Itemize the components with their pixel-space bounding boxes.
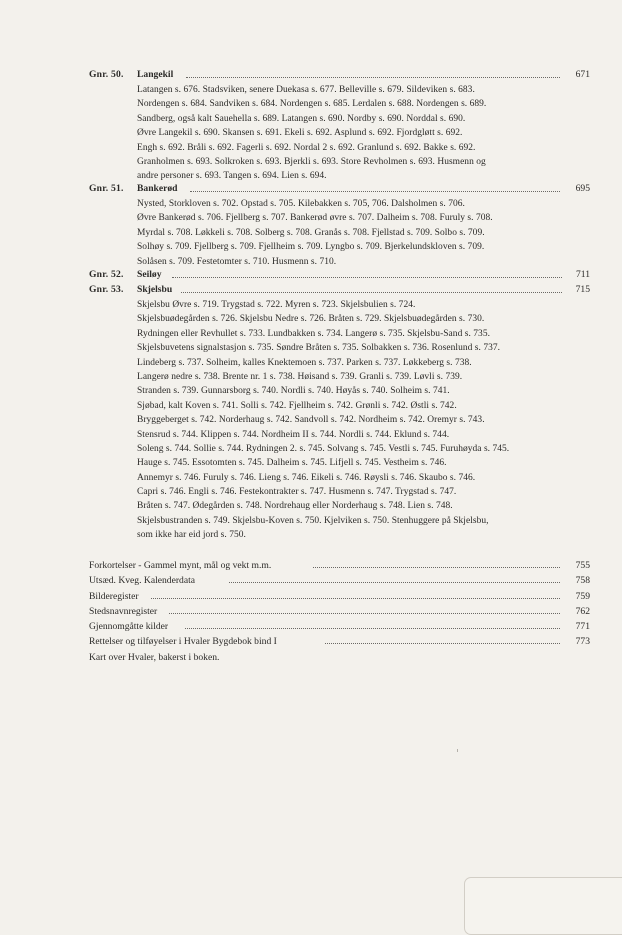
dot-leader	[190, 191, 560, 192]
subentry-line: Soleng s. 744. Sollie s. 744. Rydningen 2. s. 745. Solvang s. 745. Vestli s. 745. Furuhøyda s. 745.	[137, 443, 510, 454]
subentry-line: Annemyr s. 746. Furuly s. 746. Lieng s. 746. Eikeli s. 746. Røysli s. 746. Skaubo s. 746.	[137, 472, 476, 483]
subentry-line: Myrdal s. 708. Løkkeli s. 708. Solberg s. 708. Granås s. 708. Fjellstad s. 709. Solbo s. 709.	[137, 227, 485, 238]
page-number: 715	[575, 284, 590, 295]
subentry-line: Skjelsbuvetens signalstasjon s. 735. Søndre Bråten s. 735. Solbakken s. 736. Rosenlund s. 737.	[137, 343, 501, 354]
toc-label: Utsæd. Kveg. Kalenderdata	[89, 575, 196, 587]
toc-row	[89, 619, 590, 634]
dot-leader	[172, 277, 562, 278]
subentry-line: Bryggeberget s. 742. Norderhaug s. 742. Sandvoll s. 742. Nordheim s. 742. Oremyr s. 743.	[137, 415, 485, 426]
toc-page: 755	[575, 560, 590, 571]
subentry-line: Capri s. 746. Engli s. 746. Festekontrakter s. 747. Husmenn s. 747. Trygstad s. 747.	[137, 487, 457, 498]
subentry-line: andre personer s. 693. Tangen s. 694. Lien s. 694.	[137, 171, 327, 182]
dot-leader	[151, 598, 560, 599]
toc-row	[89, 573, 590, 588]
subentry-line: Nordengen s. 684. Sandviken s. 684. Nordengen s. 685. Lerdalen s. 688. Nordengen s. 689.	[137, 99, 487, 110]
toc-label: Stedsnavnregister	[89, 605, 158, 617]
dot-leader	[185, 628, 560, 629]
page-number: 695	[575, 183, 590, 194]
dot-leader	[181, 292, 562, 293]
gnr-number: Gnr. 53.	[89, 284, 124, 295]
subentry-line: Latangen s. 676. Stadsviken, senere Duekasa s. 677. Belleville s. 679. Sildeviken s. 683.	[137, 85, 475, 95]
toc-label: Gjennomgåtte kilder	[89, 621, 169, 633]
page-number: 671	[575, 69, 590, 80]
subentry-line: Hauge s. 745. Essotomten s. 745. Dalheim s. 745. Lifjell s. 745. Vestheim s. 746.	[137, 458, 447, 469]
subentry-line: Langerø nedre s. 738. Brente nr. 1 s. 738. Høisand s. 739. Granli s. 739. Løvli s. 739.	[137, 371, 463, 382]
subentry-line: Stranden s. 739. Gunnarsborg s. 740. Nordli s. 740. Høyås s. 740. Solheim s. 741.	[137, 386, 450, 397]
toc-label: Forkortelser - Gammel mynt, mål og vekt m.m.	[89, 560, 272, 571]
toc-page: 758	[575, 575, 590, 587]
subentry-line: Solhøy s. 709. Fjellberg s. 709. Fjellheim s. 709. Lyngbo s. 709. Bjerkelundskloven s. 709.	[137, 242, 485, 253]
gnr-heading	[0, 269, 622, 282]
print-speck	[457, 749, 458, 752]
toc-page: 759	[575, 590, 590, 602]
subentry-line: Øvre Langekil s. 690. Skansen s. 691. Ekeli s. 692. Asplund s. 692. Fjordgløtt s. 692.	[137, 128, 463, 139]
subentry-line: Sjøbad, kalt Koven s. 741. Solli s. 742. Fjellheim s. 742. Grønli s. 742. Østli s. 742.	[137, 400, 457, 411]
subentry-line: Rydningen eller Revhullet s. 733. Lundbakken s. 734. Langerø s. 735. Skjelsbu-Sand s. 735.	[137, 328, 491, 339]
farm-name: Langekil	[137, 69, 174, 80]
dot-leader	[229, 582, 560, 583]
toc-page: 762	[575, 605, 590, 617]
gnr-number: Gnr. 52.	[89, 269, 124, 280]
gnr-heading	[0, 69, 622, 82]
subentry-list	[137, 83, 577, 184]
subentry-line: Skjelsbu Øvre s. 719. Trygstad s. 722. Myren s. 723. Skjelsbulien s. 724.	[137, 300, 416, 310]
toc-row	[89, 589, 590, 604]
toc-page: 773	[575, 636, 590, 648]
subentry-line: Bråten s. 747. Ødegården s. 748. Nordrehaug eller Norderhaug s. 748. Lien s. 748.	[137, 501, 453, 512]
map-note: Kart over Hvaler, bakerst i boken.	[89, 651, 220, 663]
farm-name: Bankerød	[137, 183, 178, 194]
gnr-number: Gnr. 51.	[89, 183, 124, 194]
dot-leader	[325, 643, 560, 644]
toc-row	[89, 558, 590, 573]
subentry-line: Engh s. 692. Bråli s. 692. Fagerli s. 692. Nordal 2 s. 692. Granlund s. 692. Bakke s. 692.	[137, 142, 476, 153]
subentry-line: Lindeberg s. 737. Solheim, kalles Knektemoen s. 737. Parken s. 737. Løkkeberg s. 738.	[137, 357, 472, 368]
dot-leader	[169, 613, 560, 614]
subentry-line: Solåsen s. 709. Festetomter s. 710. Husmenn s. 710.	[137, 256, 337, 267]
scan-corner-mark	[464, 877, 622, 935]
subentry-line: som ikke har eid jord s. 750.	[137, 530, 246, 541]
subentry-line: Skjelsbuødegården s. 726. Skjelsbu Nedre s. 726. Bråten s. 729. Skjelsbuødegården s. 730.	[137, 314, 485, 325]
gnr-heading	[0, 284, 622, 297]
gnr-heading	[0, 183, 622, 196]
dot-leader	[186, 77, 560, 78]
toc-label: Rettelser og tilføyelser i Hvaler Bygdebok bind I	[89, 636, 277, 648]
subentry-line: Sandberg, også kalt Sauehella s. 689. Latangen s. 690. Nordby s. 690. Norddal s. 690.	[137, 113, 466, 124]
toc-page: 771	[575, 621, 590, 633]
subentry-line: Skjelsbustranden s. 749. Skjelsbu-Koven s. 750. Kjelviken s. 750. Stenhuggere på Skjelsbu,	[137, 515, 489, 526]
subentry-list	[137, 298, 577, 543]
page-number: 711	[575, 269, 590, 280]
toc-row	[89, 634, 590, 649]
back-matter-contents	[89, 558, 590, 665]
subentry-line: Øvre Bankerød s. 706. Fjellberg s. 707. Bankerød øvre s. 707. Dalheim s. 708. Furuly s. 708.	[137, 213, 493, 224]
farm-name: Skjelsbu	[137, 284, 173, 295]
subentry-line: Nysted, Storkloven s. 702. Opstad s. 705. Kilebakken s. 705, 706. Dalsholmen s. 706.	[137, 199, 465, 209]
toc-label: Bilderegister	[89, 590, 139, 602]
toc-row	[89, 604, 590, 619]
farm-name: Seiløy	[137, 269, 162, 280]
subentry-list	[137, 197, 577, 269]
dot-leader	[313, 567, 560, 568]
subentry-line: Stensrud s. 744. Klippen s. 744. Nordheim II s. 744. Nordli s. 744. Eklund s. 744.	[137, 429, 450, 440]
gnr-number: Gnr. 50.	[89, 69, 124, 80]
subentry-line: Granholmen s. 693. Solkroken s. 693. Bjerkli s. 693. Store Revholmen s. 693. Husmenn og	[137, 156, 486, 167]
